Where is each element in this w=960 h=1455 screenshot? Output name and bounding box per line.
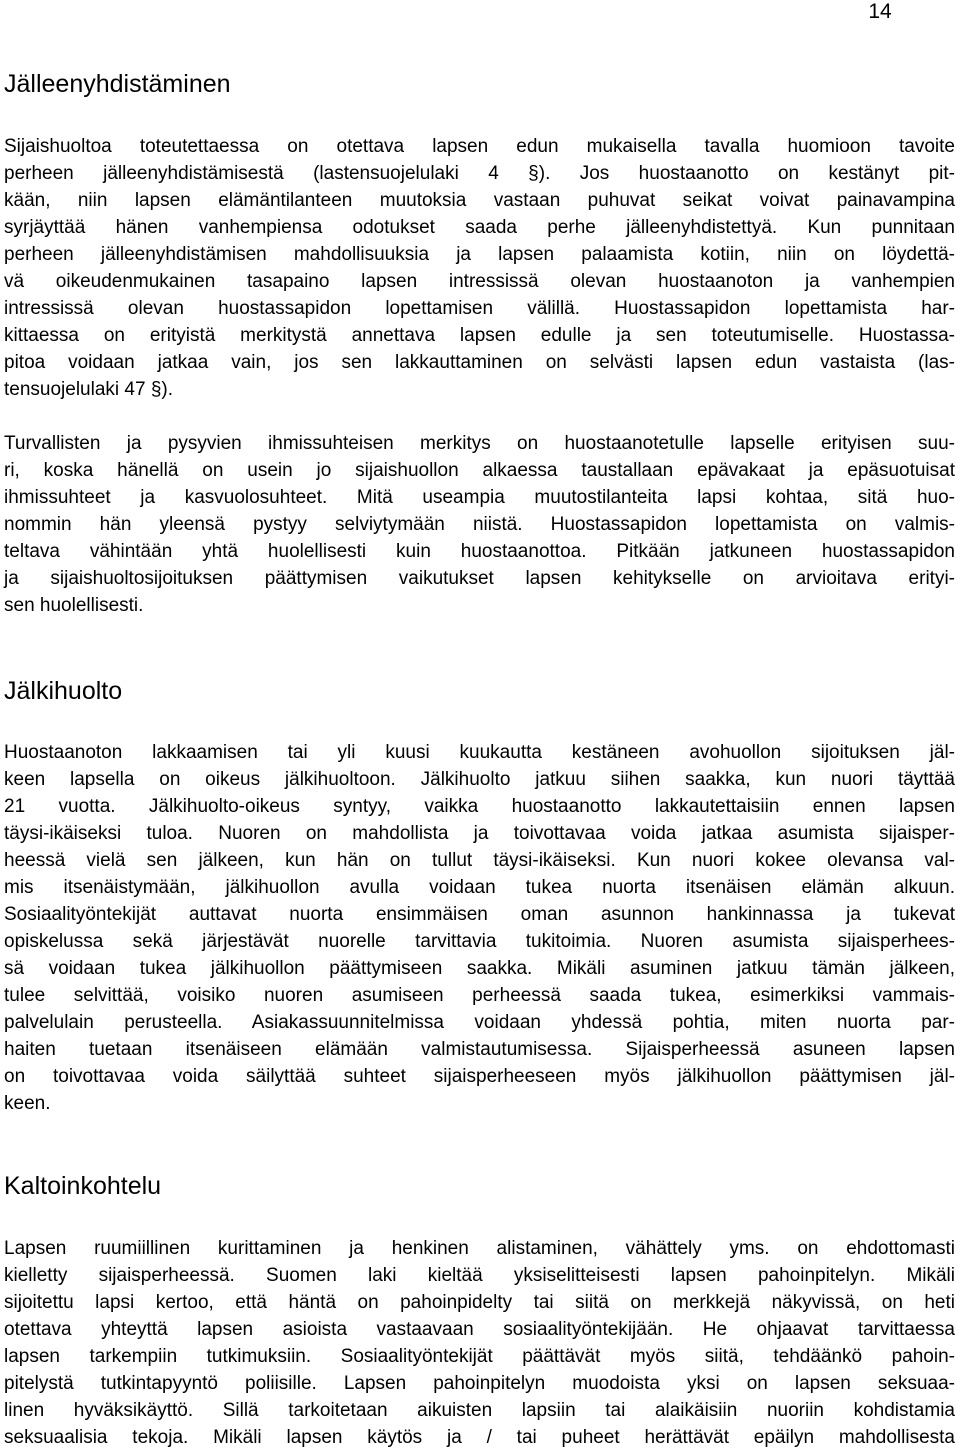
text-line: on toivottavaa voida säilyttää suhteet sijaisperheeseen myös jälkihuollon päättymisen jäl- (4, 1066, 955, 1087)
text-line: Turvallisten ja pysyvien ihmissuhteisen merkitys on huostaanotetulle lapselle erityisen suu- (4, 433, 955, 454)
text-line: ihmissuhteet ja kasvuolosuhteet. Mitä useampia muutostilanteita lapsi kohtaa, sitä huo- (4, 487, 955, 508)
text-line: pitelystä tutkintapyyntö poliisille. Lapsen pahoinpitelyn muodoista yksi on lapsen seksuaa- (4, 1373, 955, 1394)
text-line: palvelulain perusteella. Asiakassuunnitelmissa voidaan yhdessä pohtia, miten nuorta par- (4, 1012, 955, 1033)
text-line: haiten tuetaan itsenäiseen elämään valmistautumisessa. Sijaisperheessä asuneen lapsen (4, 1039, 955, 1060)
text-line: heessä vielä sen jälkeen, kun hän on tullut täysi-ikäiseksi. Kun nuori kokee olevansa val- (4, 850, 955, 871)
text-line: nommin hän yleensä pystyy selviytymään niistä. Huostassapidon lopettamista on valmis- (4, 514, 955, 535)
text-line: sä voidaan tukea jälkihuollon päättymiseen saakka. Mikäli asuminen jatkuu tämän jälkeen, (4, 958, 955, 979)
text-line: perheen jälleenyhdistämisen mahdollisuuksia ja lapsen palaamista kotiin, niin on löydettä- (4, 244, 955, 265)
paragraph (4, 739, 955, 1117)
text-line: mis itsenäistymään, jälkihuollon avulla voidaan tukea nuorta itsenäisen elämän alkuun. (4, 877, 955, 898)
text-line: opiskelussa sekä järjestävät nuorelle tarvittavia tukitoimia. Nuoren asumista sijaisperhees- (4, 931, 955, 952)
section-heading-jalleenyhdistaminen: Jälleenyhdistäminen (4, 70, 231, 98)
paragraph (4, 430, 955, 619)
text-line: keen lapsella on oikeus jälkihuoltoon. Jälkihuolto jatkuu siihen saakka, kun nuori täyttää (4, 769, 955, 790)
text-line: sijoitettu lapsi kertoo, että häntä on pahoinpidelty tai siitä on merkkejä näkyvissä, on heti (4, 1292, 955, 1313)
text-line: 21 vuotta. Jälkihuolto-oikeus syntyy, vaikka huostaanotto lakkautettaisiin ennen lapsen (4, 796, 955, 817)
text-line: perheen jälleenyhdistämisestä (lastensuojelulaki 4 §). Jos huostaanotto on kestänyt pit- (4, 163, 955, 184)
text-line: täysi-ikäiseksi tuloa. Nuoren on mahdollista ja toivottavaa voida jatkaa asumista sijaisper- (4, 823, 955, 844)
text-line: Lapsen ruumiillinen kurittaminen ja henkinen alistaminen, vähättely yms. on ehdottomasti (4, 1238, 955, 1259)
page-number: 14 (868, 0, 892, 23)
text-line: Sijaishuoltoa toteutettaessa on otettava lapsen edun mukaisella tavalla huomioon tavoite (4, 136, 955, 157)
text-line: keen. (4, 1093, 51, 1114)
text-line: syrjäyttää hänen vanhempiensa odotukset saada perhe jälleenyhdistettyä. Kun punnitaan (4, 217, 955, 238)
text-line: sen huolellisesti. (4, 595, 144, 616)
text-line: intressissä olevan huostassapidon lopettamisen välillä. Huostassapidon lopettamista har- (4, 298, 955, 319)
text-line: ja sijaishuoltosijoituksen päättymisen vaikutukset lapsen kehitykselle on arvioitava erityi- (4, 568, 955, 589)
section-heading-jalkihuolto: Jälkihuolto (4, 677, 123, 705)
paragraph (4, 133, 955, 403)
section-heading-kaltoinkohtelu: Kaltoinkohtelu (4, 1172, 162, 1200)
text-line: vä oikeudenmukainen tasapaino lapsen intressissä olevan huostaanoton ja vanhempien (4, 271, 955, 292)
text-line: linen hyväksikäyttö. Sillä tarkoitetaan aikuisten lapsiin tai alaikäisiin nuoriin kohdistamia (4, 1400, 955, 1421)
text-line: Sosiaalityöntekijät auttavat nuorta ensimmäisen oman asunnon hankinnassa ja tukevat (4, 904, 955, 925)
text-line: ri, koska hänellä on usein jo sijaishuollon alkaessa taustallaan epävakaat ja epäsuotuisat (4, 460, 955, 481)
paragraph (4, 1235, 955, 1451)
text-line: lapsen tarkempiin tutkimuksiin. Sosiaalityöntekijät päättävät myös siitä, tehdäänkö pahoin- (4, 1346, 955, 1367)
text-line: kittaessa on erityistä merkitystä annettava lapsen edulle ja sen toteutumiselle. Huostassa- (4, 325, 955, 346)
text-line: Huostaanoton lakkaamisen tai yli kuusi kuukautta kestäneen avohuollon sijoituksen jäl- (4, 742, 955, 763)
text-line: kään, niin lapsen elämäntilanteen muutoksia vastaan puhuvat seikat voivat painavampina (4, 190, 955, 211)
text-line: pitoa voidaan jatkaa vain, jos sen lakkauttaminen on selvästi lapsen edun vastaista (las- (4, 352, 955, 373)
text-line: kielletty sijaisperheessä. Suomen laki kieltää yksiselitteisesti lapsen pahoinpitelyn. Mikäli (4, 1265, 955, 1286)
text-line: otettava yhteyttä lapsen asioista vastaavaan sosiaalityöntekijään. He ohjaavat tarvittaessa (4, 1319, 955, 1340)
text-line: seksuaalisia tekoja. Mikäli lapsen käytös ja / tai puheet herättävät epäilyn mahdollisesta (4, 1427, 955, 1448)
text-line: tulee selvittää, voisiko nuoren asumiseen perheessä saada tukea, esimerkiksi vammais- (4, 985, 955, 1006)
text-line: tensuojelulaki 47 §). (4, 379, 173, 400)
text-line: teltava vähintään yhtä huolellisesti kuin huostaanottoa. Pitkään jatkuneen huostassapidon (4, 541, 955, 562)
